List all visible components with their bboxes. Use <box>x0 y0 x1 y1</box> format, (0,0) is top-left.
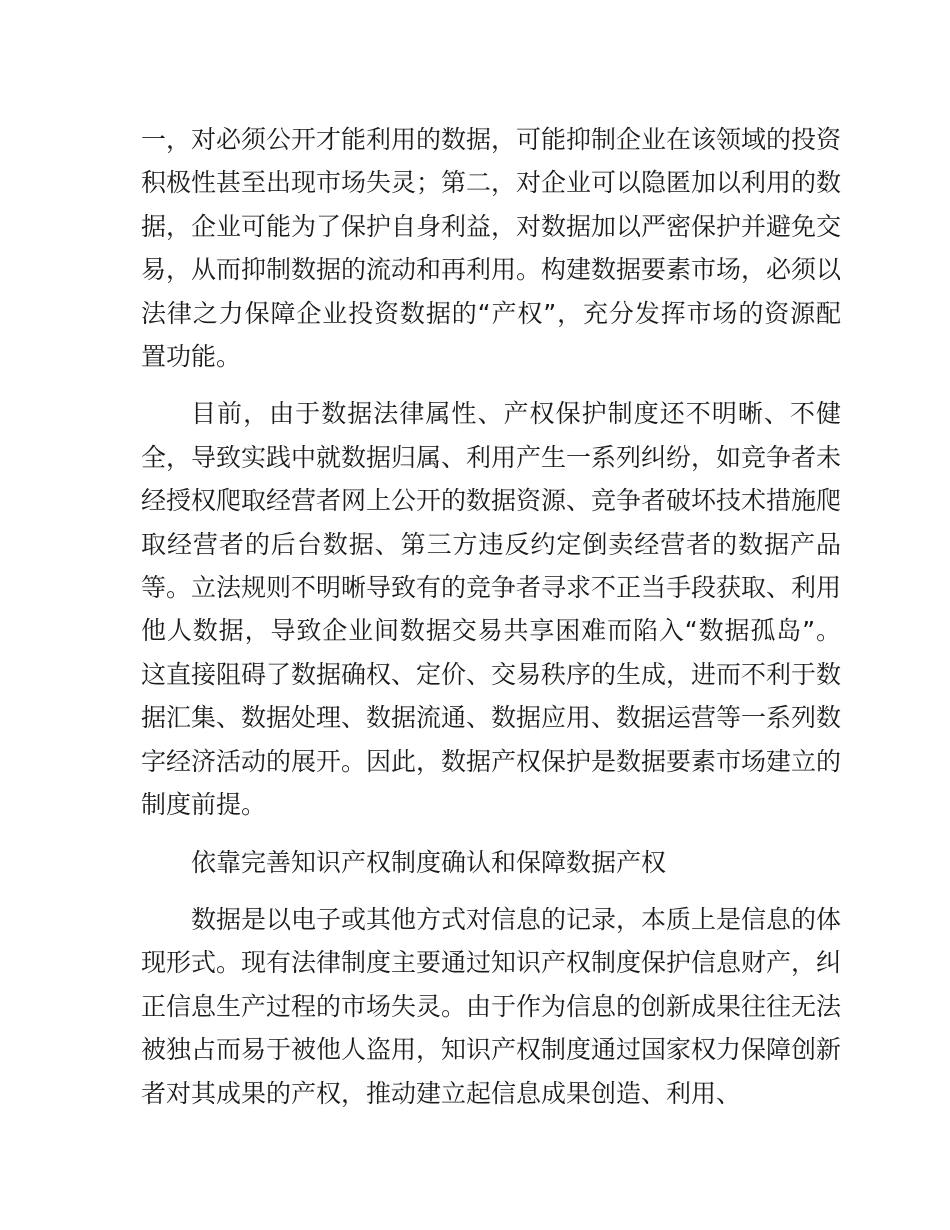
section-heading: 依靠完善知识产权制度确认和保障数据产权 <box>191 847 667 877</box>
paragraph-information: 数据是以电子或其他方式对信息的记录，本质上是信息的体现形式。现有法律制度主要通过知识产权制度保护信息财产，纠正信息生产过程的市场失灵。由于作为信息的创新成果往往无法被独占而易于被他人盗用，知识产权制度通过国家权力保障创新者对其成果的产权，推动建立起信息成果创造、利用、 <box>141 904 842 1108</box>
paragraph-continuation: 一，对必须公开才能利用的数据，可能抑制企业在该领域的投资积极性甚至出现市场失灵；第二，对企业可以隐匿加以利用的数据，企业可能为了保护自身利益，对数据加以严密保护并避免交易，从而抑制数据的流动和再利用。构建数据要素市场，必须以法律之力保障企业投资数据的“产权”，充分发挥市场的资源配置功能。 <box>141 125 842 372</box>
document-body <box>141 118 841 1115</box>
paragraph-disputes: 目前，由于数据法律属性、产权保护制度还不明晰、不健全，导致实践中就数据归属、利用产生一系列纠纷，如竞争者未经授权爬取经营者网上公开的数据资源、竞争者破坏技术措施爬取经营者的后台数据、第三方违反约定倒卖经营者的数据产品等。立法规则不明晰导致有的竞争者寻求不正当手段获取、利用他人数据，导致企业间数据交易共享困难而陷入“数据孤岛”。这直接阻碍了数据确权、定价、交易秩序的生成，进而不利于数据汇集、数据处理、数据流通、数据应用、数据运营等一系列数字经济活动的展开。因此，数据产权保护是数据要素市场建立的制度前提。 <box>141 399 842 820</box>
